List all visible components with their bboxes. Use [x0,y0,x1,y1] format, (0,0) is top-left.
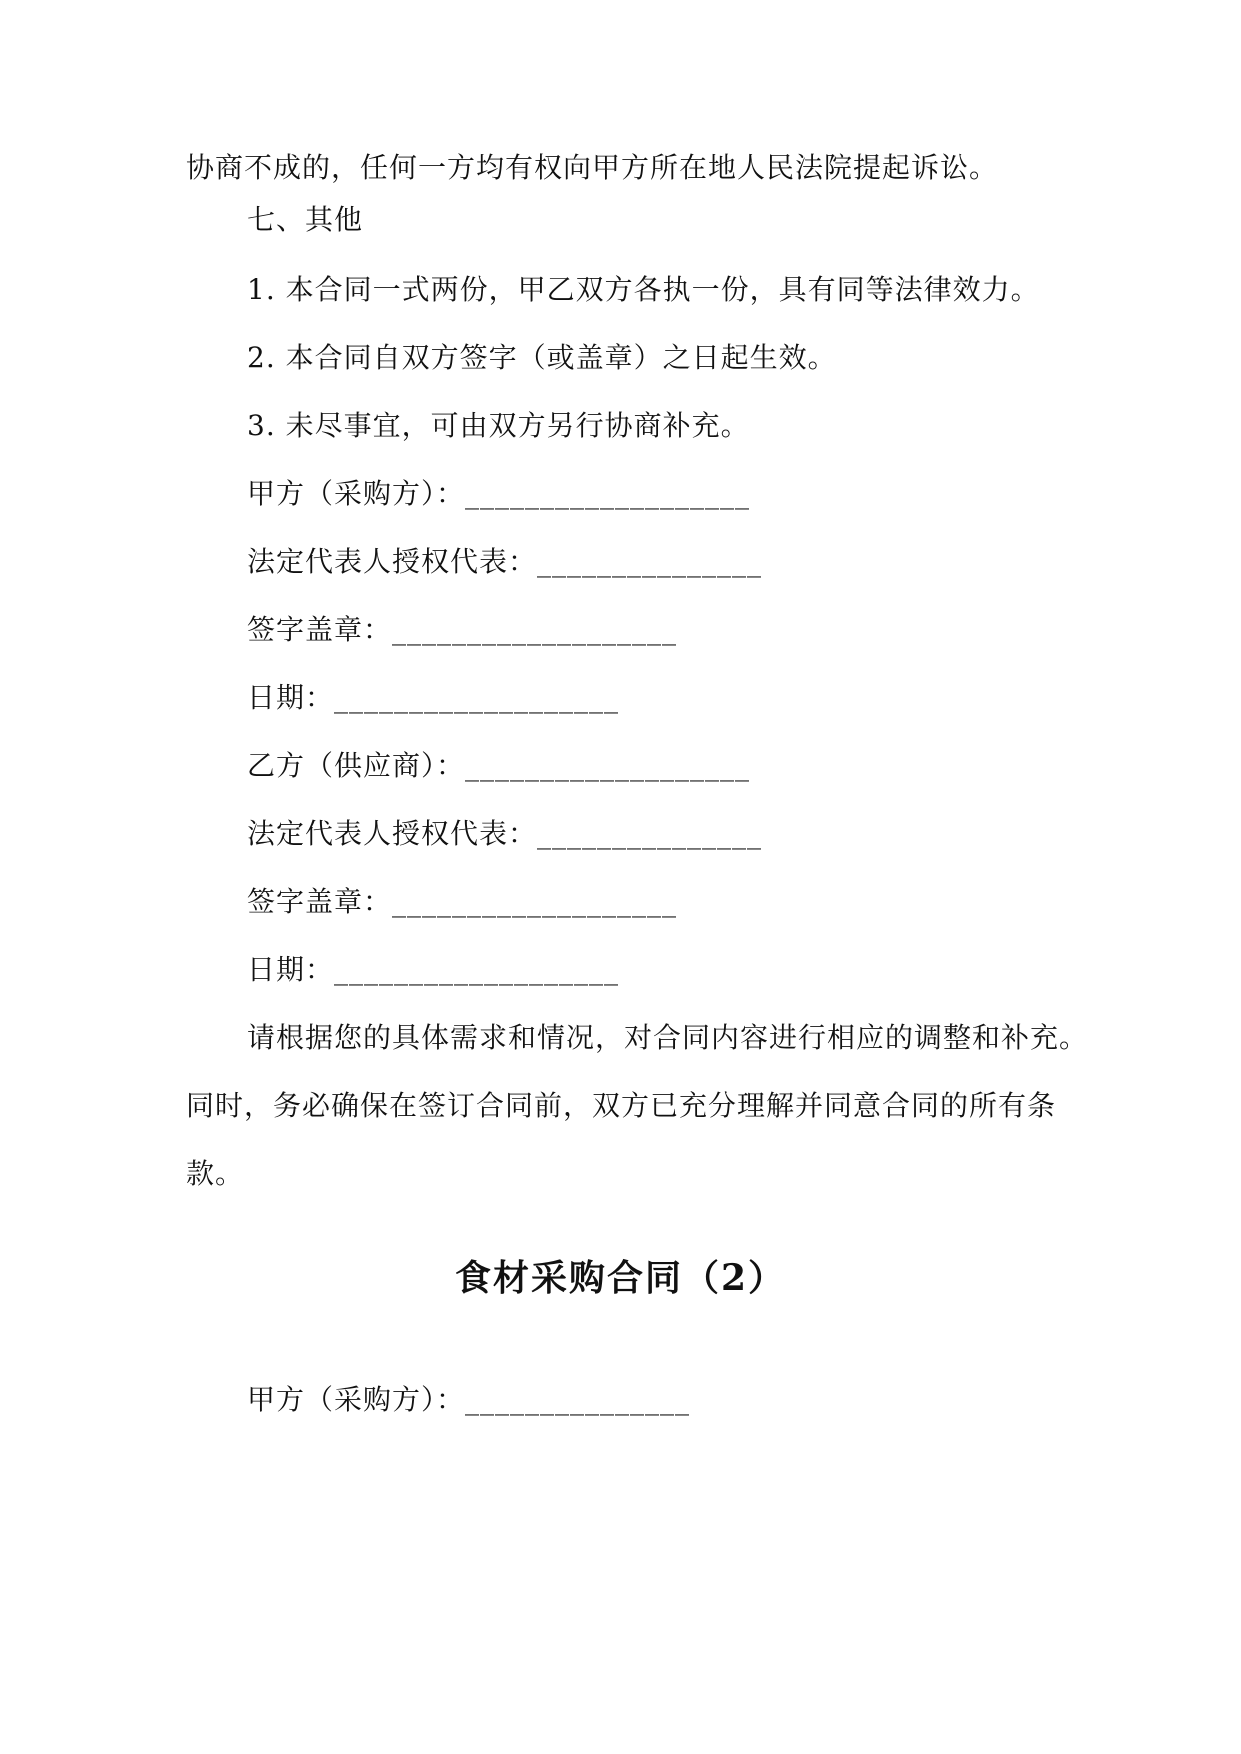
party-b-signature-field: 签字盖章：___________________ [247,885,678,918]
contract-2-party-a-field: 甲方（采购方）：_______________ [247,1383,691,1416]
party-b-field: 乙方（供应商）：___________________ [247,749,751,782]
party-a-signature-field: 签字盖章：___________________ [247,613,678,646]
party-b-representative-field: 法定代表人授权代表：_______________ [247,817,763,850]
closing-paragraph-line-3: 款。 [186,1157,245,1190]
party-b-date-field: 日期：___________________ [247,953,620,986]
paragraph-dispute-clause: 协商不成的，任何一方均有权向甲方所在地人民法院提起诉讼。 [186,151,999,184]
party-a-field: 甲方（采购方）：___________________ [247,477,751,510]
clause-item-3: 3. 未尽事宜，可由双方另行协商补充。 [247,409,750,442]
clause-item-2: 2. 本合同自双方签字（或盖章）之日起生效。 [247,341,837,374]
closing-paragraph-line-1: 请根据您的具体需求和情况，对合同内容进行相应的调整和补充。 [247,1021,1089,1054]
party-a-date-field: 日期：___________________ [247,681,620,714]
clause-item-1: 1. 本合同一式两份，甲乙双方各执一份，具有同等法律效力。 [247,273,1040,306]
closing-paragraph-line-2: 同时，务必确保在签订合同前，双方已充分理解并同意合同的所有条 [186,1089,1057,1122]
contract-title-2: 食材采购合同（2） [454,1257,787,1299]
section-heading-other: 七、其他 [247,203,364,236]
party-a-representative-field: 法定代表人授权代表：_______________ [247,545,763,578]
